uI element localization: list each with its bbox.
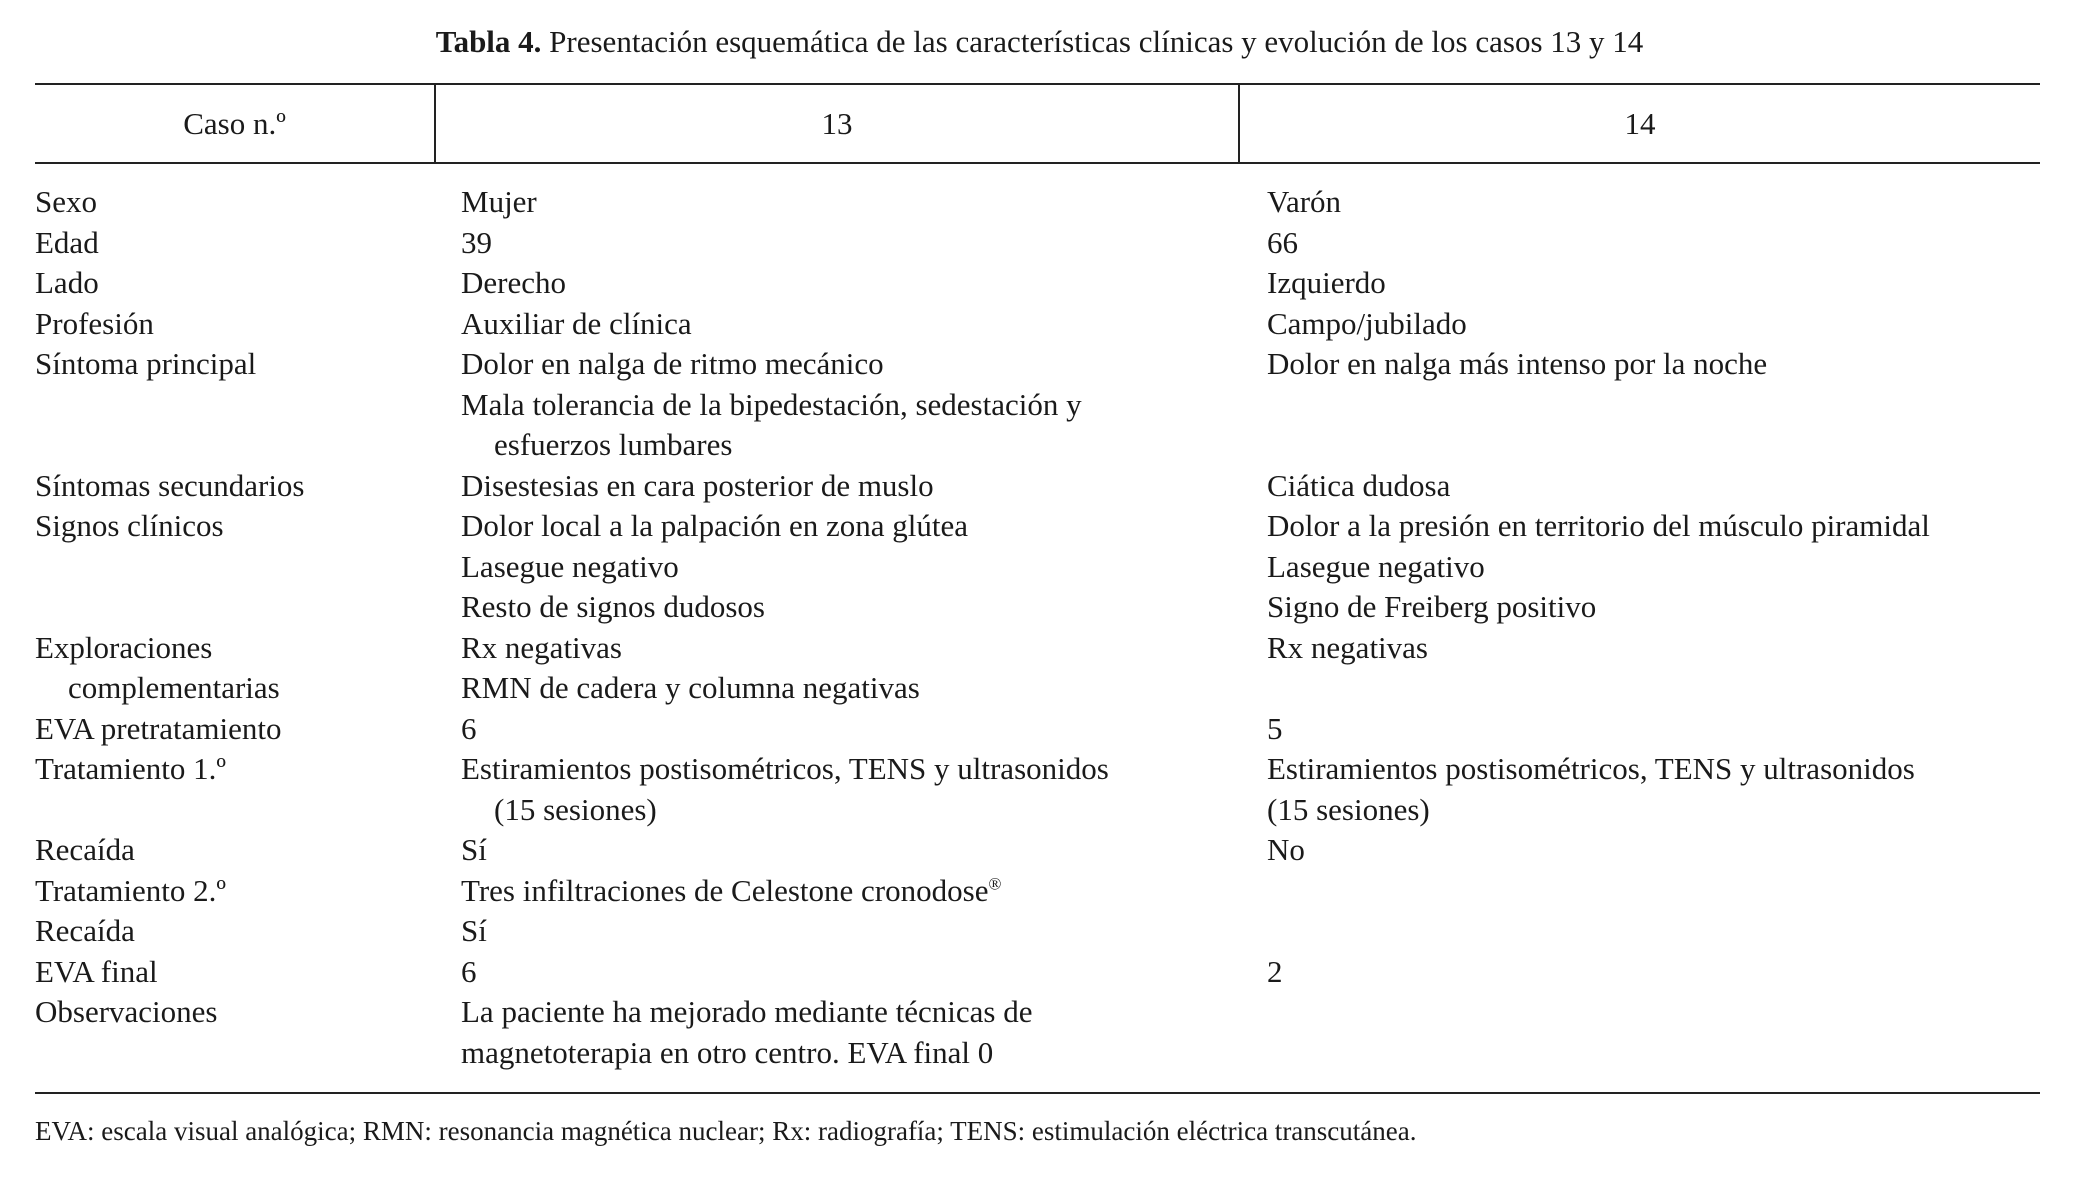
case-14-value-cell: [1253, 709, 2040, 750]
row-label-cell: [35, 952, 447, 993]
case-13-value-cell: [447, 304, 1253, 345]
table-row: [35, 344, 2040, 466]
case-13-value: Estiramientos postisométricos, TENS y ultrasonidos: [461, 751, 1109, 786]
case-13-value: Resto de signos dudosos: [461, 589, 765, 624]
table-row: [35, 992, 2040, 1073]
case-13-value: 6: [461, 953, 477, 989]
case-14-value-cell: [1253, 952, 2040, 993]
table-caption-label: Tabla 4.: [435, 24, 542, 59]
case-13-value-cell: [447, 263, 1253, 304]
header-case-label: Caso n.º: [183, 106, 286, 141]
case-14-value-cell: [1253, 304, 2040, 345]
case-13-value-cell: [447, 628, 1253, 709]
table-row: [35, 749, 2040, 830]
table-row: [35, 506, 2040, 628]
table-caption: [0, 22, 2079, 62]
case-13-value: 39: [461, 224, 492, 260]
row-label: complementarias: [68, 670, 280, 705]
case-14-value: 66: [1267, 224, 1298, 260]
case-14-value-cell: [1253, 182, 2040, 223]
case-14-value: Estiramientos postisométricos, TENS y ultrasonidos: [1267, 751, 1915, 786]
row-label-cell: [35, 506, 447, 628]
table-row: [35, 182, 2040, 223]
table-row: [35, 304, 2040, 345]
case-13-value: Sí: [461, 832, 487, 867]
case-14-value: 5: [1267, 710, 1283, 746]
case-13-value: RMN de cadera y columna negativas: [461, 670, 920, 705]
row-label-cell: [35, 344, 447, 466]
case-14-value: Rx negativas: [1267, 629, 1428, 665]
case-13-value: Sí: [461, 913, 487, 948]
row-label: Sexo: [35, 184, 97, 219]
case-14-value-cell: [1253, 263, 2040, 304]
case-13-value: magnetoterapia en otro centro. EVA final 0: [461, 1034, 994, 1070]
case-14-value-cell: [1253, 628, 2040, 709]
row-label-cell: [35, 628, 447, 709]
header-case-13: 13: [821, 106, 853, 141]
table-caption-text: Presentación esquemática de las características clínicas y evolución de los casos 13 y 14: [549, 24, 1644, 59]
case-13-value-cell: [447, 952, 1253, 993]
case-13-value-cell: [447, 466, 1253, 507]
case-13-value: Tres infiltraciones de Celestone cronodose®: [461, 872, 1002, 908]
row-label: Síntoma principal: [35, 346, 257, 381]
case-14-value: No: [1267, 832, 1305, 867]
row-label: EVA pretratamiento: [35, 710, 282, 746]
case-13-value: esfuerzos lumbares: [494, 427, 733, 462]
row-label: Profesión: [35, 305, 154, 341]
table-row: [35, 466, 2040, 507]
row-label-cell: [35, 709, 447, 750]
row-label: Tratamiento 2.º: [35, 872, 227, 908]
row-label-cell: [35, 911, 447, 952]
row-label-cell: [35, 466, 447, 507]
case-13-value: Dolor local a la palpación en zona glútea: [461, 508, 968, 543]
case-13-value-cell: [447, 344, 1253, 466]
case-13-value: Dolor en nalga de ritmo mecánico: [461, 346, 884, 381]
row-label-cell: [35, 182, 447, 223]
case-14-value: Dolor a la presión en territorio del músculo piramidal: [1267, 508, 1930, 543]
case-13-value-cell: [447, 709, 1253, 750]
table-row: [35, 223, 2040, 264]
registered-mark: ®: [988, 874, 1002, 894]
row-label: Recaída: [35, 913, 135, 948]
case-13-value-cell: [447, 223, 1253, 264]
row-label: Recaída: [35, 832, 135, 867]
row-label: Exploraciones: [35, 629, 213, 665]
case-14-value: Signo de Freiberg positivo: [1267, 589, 1597, 624]
table-row: [35, 911, 2040, 952]
row-label-cell: [35, 749, 447, 830]
table-row: [35, 871, 2040, 912]
case-14-value: 2: [1267, 953, 1283, 989]
row-label-cell: [35, 992, 447, 1073]
case-14-value-cell: [1253, 830, 2040, 871]
row-label: Lado: [35, 265, 99, 300]
case-14-value: Dolor en nalga más intenso por la noche: [1267, 346, 1768, 381]
case-14-value: Varón: [1267, 184, 1342, 219]
clinical-table-body: [35, 182, 2040, 1073]
table-row: [35, 830, 2040, 871]
case-13-value-cell: [447, 830, 1253, 871]
case-14-value-cell: [1253, 344, 2040, 466]
table-row: [35, 263, 2040, 304]
row-label-cell: [35, 871, 447, 912]
case-14-value-cell: [1253, 506, 2040, 628]
case-13-value: Disestesias en cara posterior de muslo: [461, 467, 934, 503]
row-label: Observaciones: [35, 994, 218, 1029]
case-13-value: Derecho: [461, 265, 566, 300]
case-14-value: Ciática dudosa: [1267, 467, 1451, 503]
case-14-value-cell: [1253, 223, 2040, 264]
case-14-value-cell: [1253, 749, 2040, 830]
case-13-value-cell: [447, 871, 1253, 912]
case-13-value-cell: [447, 506, 1253, 628]
case-13-value: Rx negativas: [461, 629, 622, 665]
case-13-value: Lasegue negativo: [461, 548, 679, 584]
case-14-value-cell: [1253, 911, 2040, 952]
case-14-value: Izquierdo: [1267, 265, 1386, 300]
table-row: [35, 952, 2040, 993]
case-14-value-cell: [1253, 466, 2040, 507]
row-label-cell: [35, 830, 447, 871]
case-13-value: La paciente ha mejorado mediante técnicas de: [461, 994, 1033, 1029]
case-13-value: Mujer: [461, 184, 537, 219]
row-label: Síntomas secundarios: [35, 467, 305, 503]
case-14-value: (15 sesiones): [1267, 791, 1430, 827]
case-13-value: Mala tolerancia de la bipedestación, sedestación y: [461, 386, 1082, 422]
table-footnote: EVA: escala visual analógica; RMN: resonancia magnética nuclear; Rx: radiografía; TENS: estimulación eléctrica transcutánea.: [35, 1116, 1417, 1146]
row-label: Signos clínicos: [35, 508, 224, 543]
row-label: EVA final: [35, 953, 158, 989]
row-label: Edad: [35, 224, 99, 260]
row-label-cell: [35, 304, 447, 345]
case-14-value-cell: [1253, 992, 2040, 1073]
header-case-14: 14: [1624, 106, 1656, 141]
row-label-cell: [35, 263, 447, 304]
table-bottom-rule: [35, 1092, 2040, 1094]
case-13-value-cell: [447, 911, 1253, 952]
table-body: [35, 182, 2040, 1073]
table-row: [35, 709, 2040, 750]
table-row: [35, 628, 2040, 709]
case-13-value-cell: [447, 182, 1253, 223]
case-14-value: Lasegue negativo: [1267, 548, 1485, 584]
case-13-value-cell: [447, 749, 1253, 830]
case-14-value-cell: [1253, 871, 2040, 912]
row-label: Tratamiento 1.º: [35, 751, 227, 786]
case-14-value: Campo/jubilado: [1267, 305, 1467, 341]
case-13-value: (15 sesiones): [494, 791, 657, 827]
case-13-value-cell: [447, 992, 1253, 1073]
case-13-value: Auxiliar de clínica: [461, 305, 692, 341]
row-label-cell: [35, 223, 447, 264]
case-13-value: 6: [461, 710, 477, 746]
